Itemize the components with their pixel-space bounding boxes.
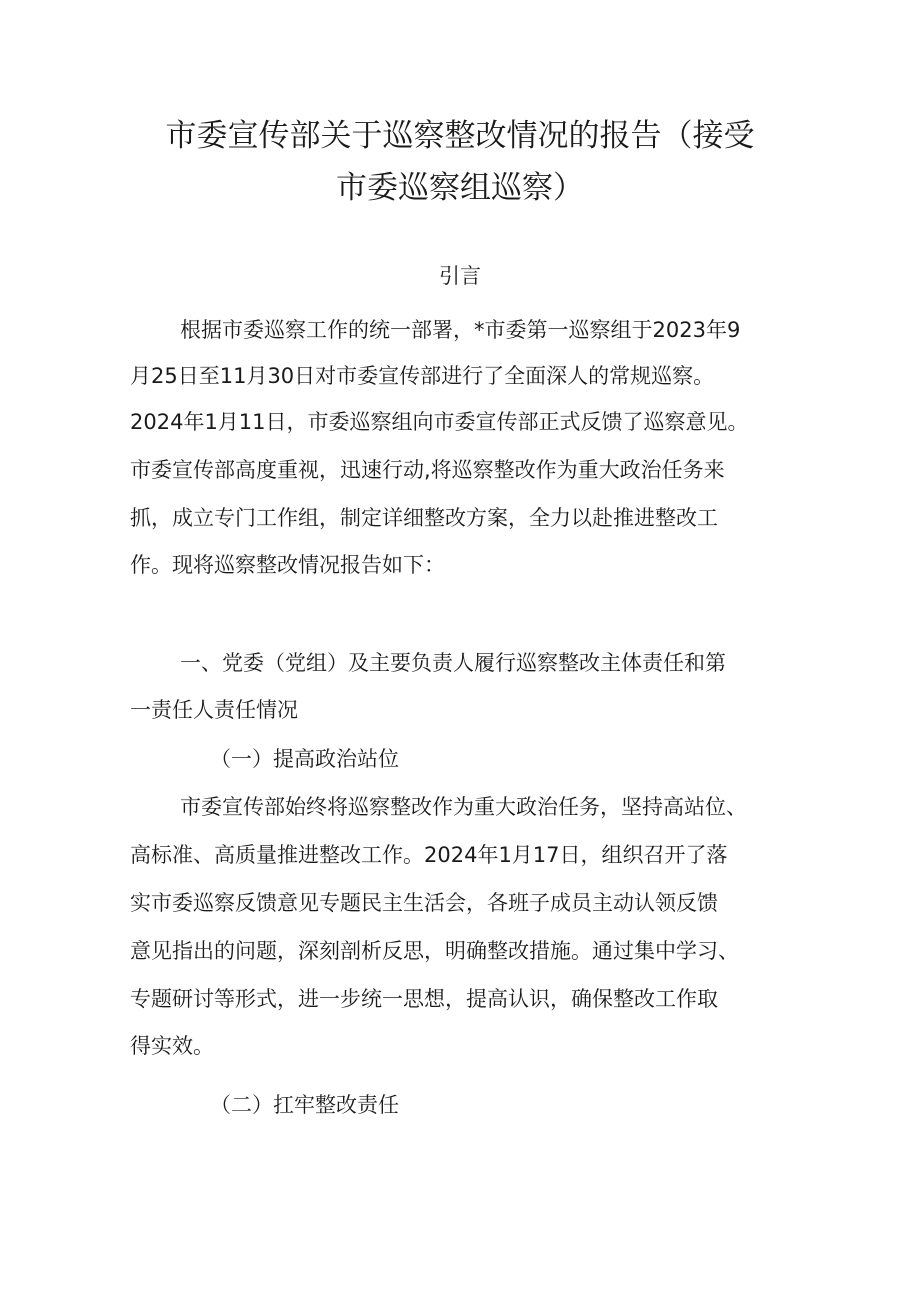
document-title-line-2: 市委巡察组巡察） [336,170,584,206]
subsection-1-paragraph-line: 高标准、高质量推进整改工作。2024年1月17日，组织召开了落 [130,843,728,867]
subsection-1-title: （一）提高政治站位 [210,747,399,771]
intro-paragraph-line: 月25日至11月30日对市委宣传部进行了全面深人的常规巡察。 [130,364,715,388]
intro-paragraph-line: 抓，成立专门工作组，制定详细整改方案，全力以赴推进整改工 [130,506,718,530]
subsection-1-paragraph-line: 市委宣传部始终将巡察整改作为重大政治任务，坚持高站位、 [180,795,747,819]
subsection-1-paragraph-line: 专题研讨等形式，进一步统一思想，提高认识，确保整改工作取 [130,987,718,1011]
subsection-1-paragraph-line: 意见指出的问题，深刻剖析反思，明确整改措施。通过集中学习、 [130,939,739,963]
intro-paragraph-line: 市委宣传部高度重视，迅速行动,将巡察整改作为重大政治任务来 [130,458,725,482]
section-1-heading-line: 一责任人责任情况 [130,698,298,722]
subsection-1-paragraph-line: 得实效。 [130,1034,214,1058]
intro-paragraph-line: 作。现将巡察整改情况报告如下： [130,553,445,577]
subsection-1-paragraph-line: 实市委巡察反馈意见专题民主生活会，各班子成员主动认领反馈 [130,891,718,915]
document-title-line-1: 市委宣传部关于巡察整改情况的报告（接受 [165,118,755,154]
subsection-2-title: （二）扛牢整改责任 [210,1093,399,1117]
intro-paragraph-line: 2024年1月11日，市委巡察组向市委宣传部正式反馈了巡察意见。 [130,410,749,434]
intro-heading: 引言 [439,264,481,288]
intro-paragraph-line: 根据市委巡察工作的统一部署，*市委第一巡察组于2023年9 [180,318,741,342]
section-1-heading-line: 一、党委（党组）及主要负责人履行巡察整改主体责任和第 [180,651,726,675]
